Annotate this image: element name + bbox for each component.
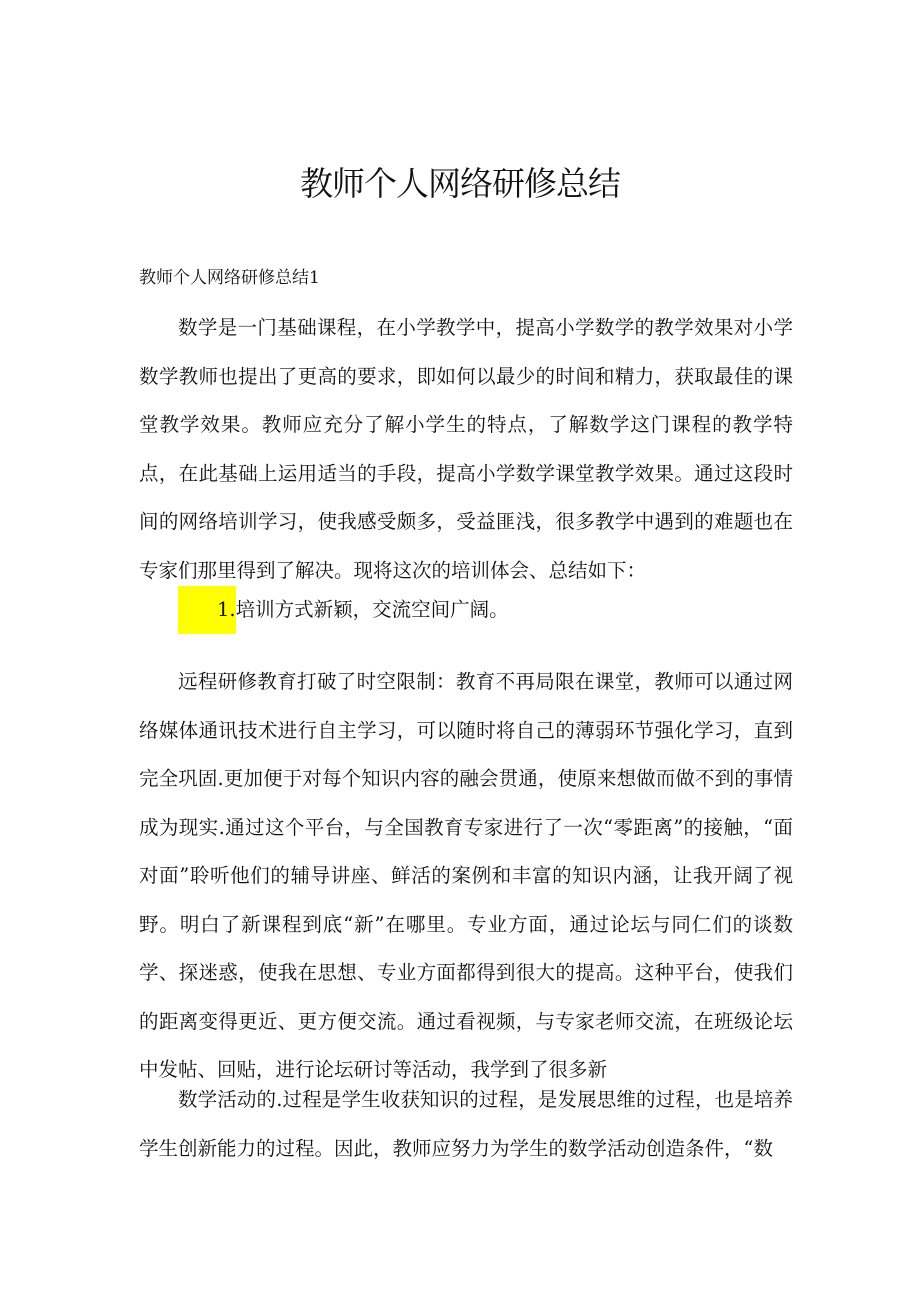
document-title: 教师个人网络研修总结 (300, 164, 620, 203)
point-1-heading (139, 586, 793, 635)
section-heading: 教师个人网络研修总结1 (139, 268, 320, 288)
paragraph-remote-training: 远程研修教育打破了时空限制：教育不再局限在课堂，教师可以通过网络媒体通讯技术进行自主学习，可以随时将自己的薄弱环节强化学习，直到完全巩固.更加便于对每个知识内容的融会贯通，使原来想做而做不到的事情成为现实.通过这个平台，与全国教育专家进行了一次“零距离”的接触，“面对面”聆听他们的辅导讲座、鲜活的案例和丰富的知识内涵，让我开阔了视野。明白了新课程到底“新”在哪里。专业方面，通过论坛与同仁们的谈数学、探迷惑，使我在思想、专业方面都得到很大的提高。这种平台，使我们的距离变得更近、更方便交流。通过看视频，与专家老师交流，在班级论坛中发帖、回贴，进行论坛研讨等活动，我学到了很多新 (139, 670, 793, 1081)
paragraph-intro: 数学是一门基础课程，在小学教学中，提高小学数学的教学效果对小学数学教师也提出了更高的要求，即如何以最少的时间和精力，获取最佳的课堂教学效果。教师应充分了解小学生的特点，了解数学这门课程的教学特点，在此基础上运用适当的手段，提高小学数学课堂教学效果。通过这段时间的网络培训学习，使我感受颇多，受益匪浅，很多教学中遇到的难题也在专家们那里得到了解决。现将这次的培训体会、总结如下： (139, 316, 793, 582)
paragraph-math-activity: 数学活动的.过程是学生收获知识的过程，是发展思维的过程，也是培养学生创新能力的过程。因此，教师应努力为学生的数学活动创造条件，“数 (139, 1088, 793, 1160)
highlighted-number: 1. (178, 586, 236, 634)
point-1-text: 培训方式新颖，交流空间广阔。 (235, 598, 509, 621)
